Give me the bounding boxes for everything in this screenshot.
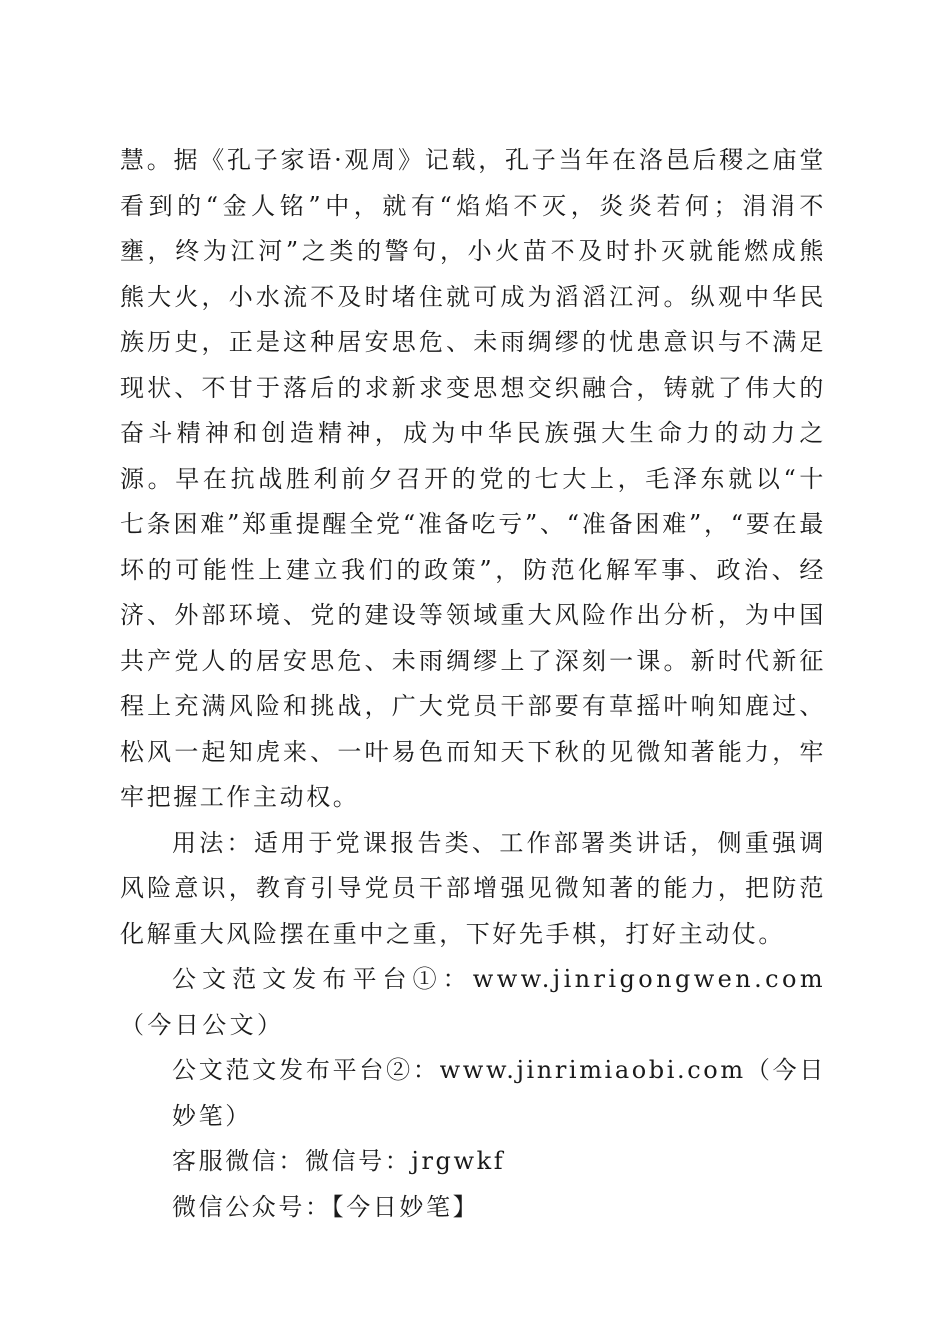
platform-1-line: 公文范文发布平台①：www.jinrigongwen.com（今日公文） <box>120 965 826 1039</box>
customer-service-line: 客服微信：微信号：jrgwkf <box>172 1147 506 1175</box>
usage-paragraph: 用法：适用于党课报告类、工作部署类讲话，侧重强调风险意识，教育引导党员干部增强见微知著的能力，把防范化解重大风险摆在重中之重，下好先手棋，打好主动仗。 <box>120 828 826 948</box>
wechat-account-line: 微信公众号：【今日妙笔】 <box>172 1192 480 1221</box>
body-paragraph-1: 慧。据《孔子家语·观周》记载，孔子当年在洛邑后稷之庙堂看到的“金人铭”中，就有“焰焰不灭，炎炎若何；涓涓不壅，终为江河”之类的警句，小火苗不及时扑灭就能燃成熊熊大火，小水流不及时堵住就可成为滔滔江河。纵观中华民族历史，正是这种居安思危、未雨绸缪的忧患意识与不满足现状、不甘于落后的求新求变思想交织融合，铸就了伟大的奋斗精神和创造精神，成为中华民族强大生命力的动力之源。早在抗战胜利前夕召开的党的七大上，毛泽东就以“十七条困难”郑重提醒全党“准备吃亏”、“准备困难”，“要在最坏的可能性上建立我们的政策”，防范化解军事、政治、经济、外部环境、党的建设等领域重大风险作出分析，为中国共产党人的居安思危、未雨绸缪上了深刻一课。新时代新征程上充满风险和挑战，广大党员干部要有草摇叶响知鹿过、松风一起知虎来、一叶易色而知天下秋的见微知著能力，牢牢把握工作主动权。 <box>120 146 826 811</box>
platform-2-line: 公文范文发布平台②：www.jinrimiaobi.com（今日妙笔） <box>172 1056 826 1130</box>
document-body <box>120 138 826 1230</box>
